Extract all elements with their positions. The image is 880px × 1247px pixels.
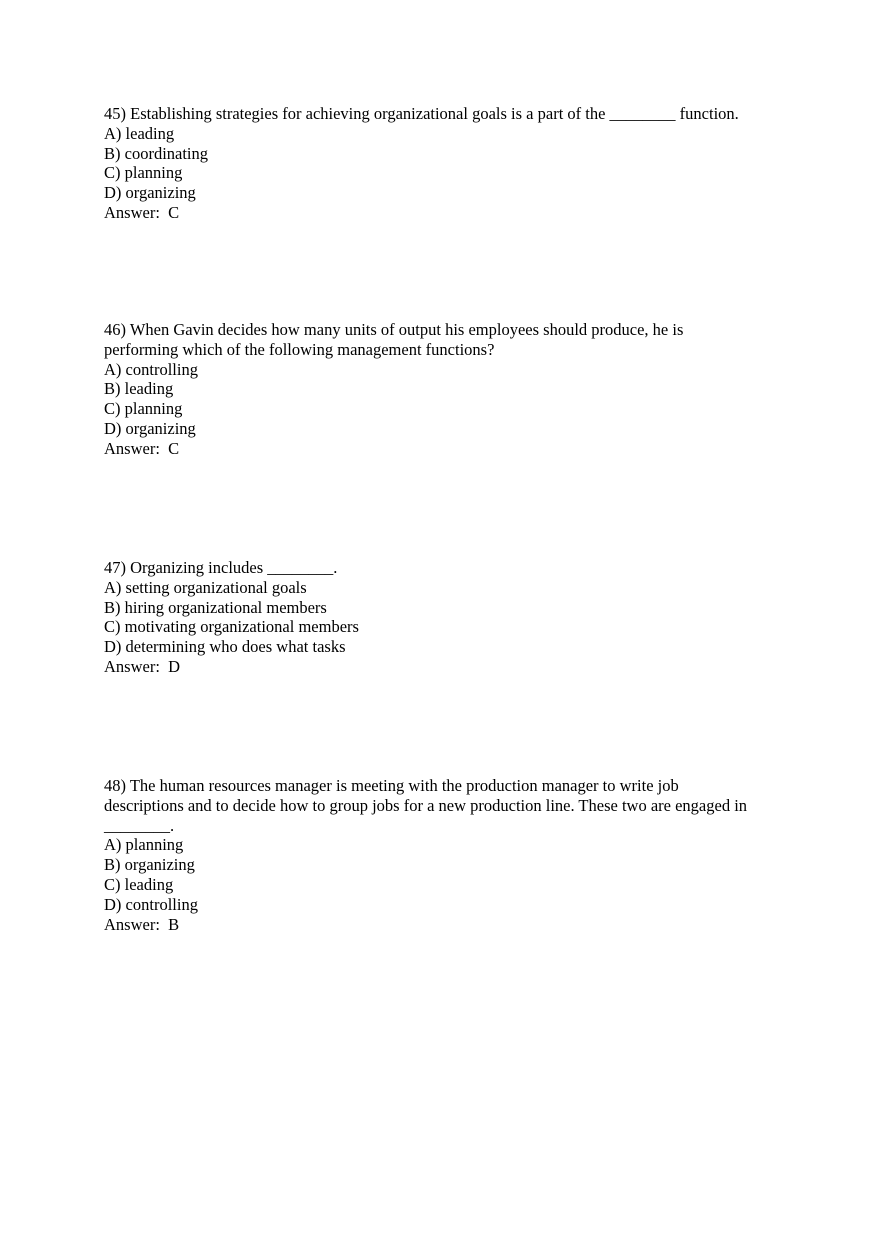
answer: Answer: C bbox=[104, 202, 180, 222]
option-b: B) organizing bbox=[104, 855, 195, 875]
answer: Answer: D bbox=[104, 656, 181, 676]
option-d: D) determining who does what tasks bbox=[104, 637, 346, 657]
question-stem-line: 46) When Gavin decides how many units of output his employees should produce, he is bbox=[104, 320, 684, 339]
option-b: B) hiring organizational members bbox=[104, 597, 327, 617]
option-b: B) coordinating bbox=[104, 143, 209, 163]
option-d: D) organizing bbox=[104, 418, 196, 438]
question-stem-line: descriptions and to decide how to group jobs for a new production line. These two are engaged in bbox=[104, 795, 748, 815]
option-c: C) leading bbox=[104, 874, 174, 894]
question-stem-line: ________. bbox=[104, 815, 175, 835]
option-d: D) organizing bbox=[104, 183, 196, 203]
question-stem-line: performing which of the following management functions? bbox=[104, 339, 495, 359]
question-stem: 45) Establishing strategies for achieving organizational goals is a part of the ________ function. bbox=[104, 104, 739, 123]
question-stem-line: 48) The human resources manager is meeting with the production manager to write job bbox=[104, 776, 679, 795]
option-a: A) setting organizational goals bbox=[104, 577, 307, 597]
option-d: D) controlling bbox=[104, 894, 198, 914]
option-a: A) leading bbox=[104, 123, 175, 143]
option-a: A) planning bbox=[104, 835, 184, 855]
question-45 bbox=[104, 104, 784, 223]
question-48 bbox=[104, 776, 784, 934]
option-a: A) controlling bbox=[104, 359, 198, 379]
question-47 bbox=[104, 558, 784, 677]
answer: Answer: C bbox=[104, 438, 180, 458]
question-stem: 47) Organizing includes ________. bbox=[104, 558, 338, 577]
option-b: B) leading bbox=[104, 379, 174, 399]
option-c: C) planning bbox=[104, 163, 183, 183]
answer: Answer: B bbox=[104, 914, 180, 934]
option-c: C) planning bbox=[104, 399, 183, 419]
option-c: C) motivating organizational members bbox=[104, 617, 359, 637]
question-46 bbox=[104, 320, 784, 459]
